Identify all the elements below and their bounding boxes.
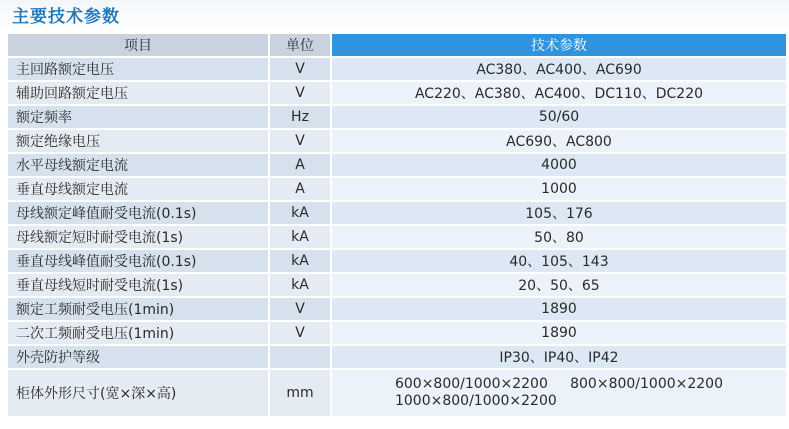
row-item: 垂直母线额定电流	[8, 178, 270, 202]
row-value: 40、105、143	[332, 250, 786, 274]
row-item: 母线额定峰值耐受电流(0.1s)	[8, 202, 270, 226]
row-value: AC690、AC800	[332, 130, 786, 154]
row-value: AC380、AC400、AC690	[332, 58, 786, 82]
row-value: 50、80	[332, 226, 786, 250]
row-value: 50/60	[332, 106, 786, 130]
table-row	[8, 274, 786, 298]
row-item: 外壳防护等级	[8, 346, 270, 370]
table-header-row	[8, 34, 786, 58]
spec-table	[8, 34, 786, 418]
dimension-line-1: 600×800/1000×2200 800×800/1000×2200	[394, 376, 723, 392]
row-value: 1890	[332, 298, 786, 322]
table-row	[8, 298, 786, 322]
row-unit: kA	[270, 202, 332, 226]
row-value: 105、176	[332, 202, 786, 226]
row-item: 额定频率	[8, 106, 270, 130]
table-row	[8, 346, 786, 370]
table-row	[8, 178, 786, 202]
row-unit: V	[270, 322, 332, 346]
row-item: 垂直母线峰值耐受电流(0.1s)	[8, 250, 270, 274]
row-item: 主回路额定电压	[8, 58, 270, 82]
table-row	[8, 82, 786, 106]
row-item: 额定工频耐受电压(1min)	[8, 298, 270, 322]
row-value	[332, 370, 786, 418]
table-row	[8, 58, 786, 82]
dimension-lines	[395, 376, 723, 410]
row-unit	[270, 346, 332, 370]
title-bar	[0, 0, 789, 32]
row-unit: Hz	[270, 106, 332, 130]
page-title: 主要技术参数	[12, 7, 120, 27]
header-param: 技术参数	[332, 34, 786, 58]
row-value: AC220、AC380、AC400、DC110、DC220	[332, 82, 786, 106]
row-unit: kA	[270, 274, 332, 298]
row-item: 母线额定短时耐受电流(1s)	[8, 226, 270, 250]
row-unit: V	[270, 58, 332, 82]
row-unit: V	[270, 82, 332, 106]
row-value: 1000	[332, 178, 786, 202]
row-unit: kA	[270, 226, 332, 250]
table-row	[8, 226, 786, 250]
header-unit: 单位	[270, 34, 332, 58]
row-value: 4000	[332, 154, 786, 178]
row-unit: mm	[270, 370, 332, 418]
row-unit: V	[270, 298, 332, 322]
row-unit: A	[270, 154, 332, 178]
table-row	[8, 322, 786, 346]
row-item: 二次工频耐受电压(1min)	[8, 322, 270, 346]
row-unit: V	[270, 130, 332, 154]
row-value: IP30、IP40、IP42	[332, 346, 786, 370]
row-item: 柜体外形尺寸(宽×深×高)	[8, 370, 270, 418]
table-row	[8, 130, 786, 154]
row-unit: kA	[270, 250, 332, 274]
row-item: 垂直母线短时耐受电流(1s)	[8, 274, 270, 298]
dimension-line-2: 1000×800/1000×2200	[394, 393, 557, 409]
row-value: 1890	[332, 322, 786, 346]
row-unit: A	[270, 178, 332, 202]
row-item: 辅助回路额定电压	[8, 82, 270, 106]
table-row	[8, 106, 786, 130]
table-row	[8, 250, 786, 274]
table-row	[8, 154, 786, 178]
header-item: 项目	[8, 34, 270, 58]
table-row	[8, 202, 786, 226]
row-item: 额定绝缘电压	[8, 130, 270, 154]
table-row	[8, 370, 786, 418]
row-value: 20、50、65	[332, 274, 786, 298]
row-item: 水平母线额定电流	[8, 154, 270, 178]
